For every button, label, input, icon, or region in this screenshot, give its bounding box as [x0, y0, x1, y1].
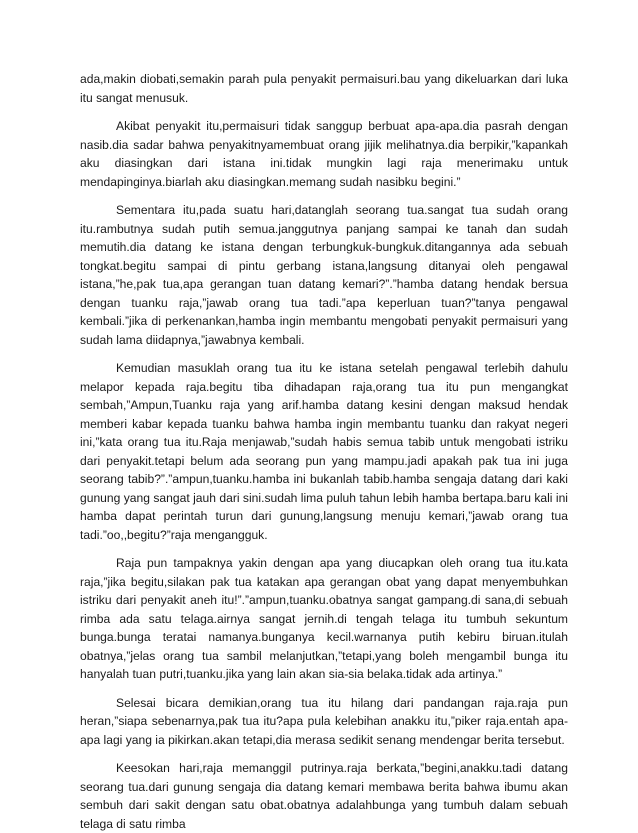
paragraph-4: Kemudian masuklah orang tua itu ke istana setelah pengawal terlebih dahulu melapor kepada raja.begitu tiba dihadapan raja,orang tua itu pun mengangkat sembah,”Ampun,Tuanku raja yang arif.hamba datang kesini dengan maksud hendak memberi kabar kepada tuanku bahwa hamba ingin membantu tuanku dan rakyat negeri ini,”kata orang tua itu.Raja menjawab,”sudah habis semua tabib untuk mengobati istriku dari penyakit.tetapi belum ada seorang pun yang mampu.jadi apakah pak tua ini juga seorang tabib?”.”ampun,tuanku.hamba ini bukanlah tabib.hamba sengaja datang dari kaki gunung yang sangat jauh dari sini.sudah lima puluh tahun lebih hamba bertapa.baru kali ini hamba dapat perintah turun dari gunung,langsung menuju kemari,”jawab orang tua tadi.”oo,,begitu?”raja mengangguk. — [80, 361, 568, 542]
paragraph-1: ada,makin diobati,semakin parah pula penyakit permaisuri.bau yang dikeluarkan dari luka itu sangat menusuk. — [80, 72, 568, 105]
paragraph-5: Raja pun tampaknya yakin dengan apa yang diucapkan oleh orang tua itu.kata raja,”jika begitu,silakan pak tua katakan apa gerangan obat yang dapat menyembuhkan istriku dari penyakit aneh itu!”.”ampun,tuanku.obatnya sangat gampang.di sana,di sebuah rimba ada satu telaga.airnya sangat jernih.di tengah telaga itu tumbuh sekuntum bunga.bunga teratai namanya.bunganya kecil.warnanya putih kebiru biruan.itulah obatnya,”jelas orang tua sambil melanjutkan,”tetapi,yang boleh mengambil bunga itu hanyalah tuan putri,tuanku.jika yang lain akan sia-sia belaka.tidak ada artinya.” — [80, 556, 568, 681]
paragraph-2: Akibat penyakit itu,permaisuri tidak sanggup berbuat apa-apa.dia pasrah dengan nasib.dia sadar bahwa penyakitnyamembuat orang jijik melihatnya.dia berpikir,”kapankah aku diasingkan dari istana ini.tidak mungkin lagi raja menerimaku untuk mendapinginya.biarlah aku diasingkan.memang sudah nasibku begini.” — [80, 119, 568, 189]
paragraph-6: Selesai bicara demikian,orang tua itu hilang dari pandangan raja.raja pun heran,”siapa sebenarnya,pak tua itu?apa pula kelebihan anakku itu,”piker raja.entah apa-apa lagi yang ia pikirkan.akan tetapi,dia merasa sedikit senang mendengar berita tersebut. — [80, 695, 568, 747]
document-page — [80, 70, 568, 833]
paragraph-3: Sementara itu,pada suatu hari,datanglah seorang tua.sangat tua sudah orang itu.rambutnya sudah putih semua.janggutnya panjang sampai ke tanah dan sudah memutih.dia datang ke istana dengan terbungkuk-bungkuk.ditangannya ada sebuah tongkat.begitu sampai di pintu gerbang istana,langsung ditanyai oleh pengawal istana,”he,pak tua,apa gerangan tuan datang kemari?”.”hamba datang hendak bersua dengan tuanku raja,”jawab orang tua tadi.”apa keperluan tuan?”tanya pengawal kembali.”jika di perkenankan,hamba ingin membantu mengobati penyakit permaisuri yang sudah lama diidapnya,”jawabnya kembali. — [80, 203, 568, 347]
paragraph-7: Keesokan hari,raja memanggil putrinya.raja berkata,”begini,anakku.tadi datang seorang tua.dari gunung sengaja dia datang kemari membawa berita bahwa ibumu akan sembuh dari sakit dengan satu obat.obatnya adalahbunga yang tumbuh dalam sebuah telaga di satu rimba — [80, 761, 568, 831]
